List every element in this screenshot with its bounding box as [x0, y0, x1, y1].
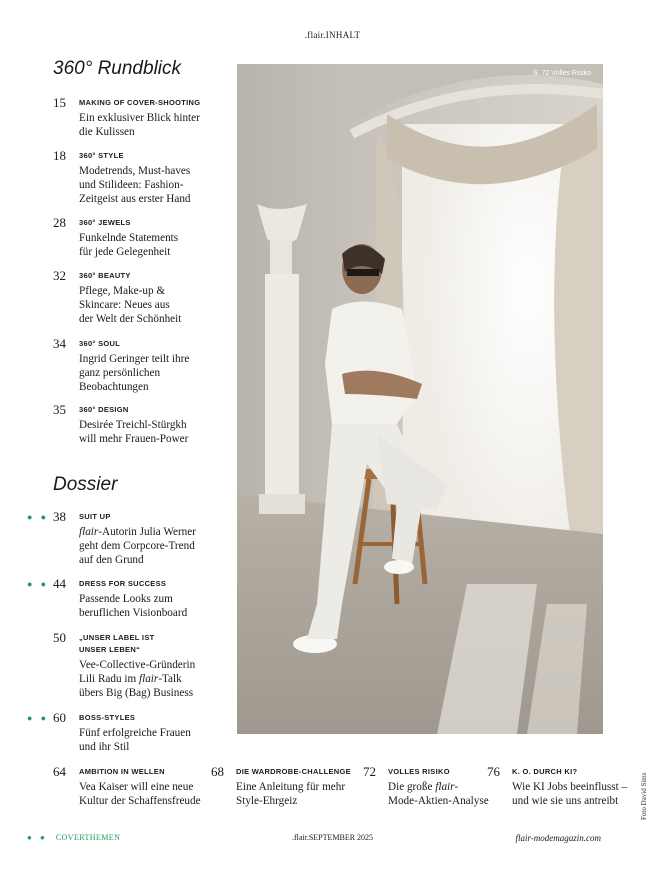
entry-category: AMBITION IN WELLEN — [79, 767, 165, 776]
entry-description: Fünf erfolgreiche Frauen und ihr Stil — [79, 727, 191, 753]
entry-category: BOSS-STYLES — [79, 713, 136, 722]
page-number: 35 — [53, 402, 66, 417]
cover-marker-dots: ● ● — [27, 512, 50, 522]
section-title-dossier: Dossier — [53, 474, 118, 495]
cover-marker-dots: ● ● — [27, 833, 48, 842]
entry-category: „UNSER LABEL IST UNSER LEBEN“ — [79, 633, 155, 654]
page-number: 60 — [53, 710, 66, 725]
entry-category: 360° STYLE — [79, 151, 124, 160]
entry-category: 360° BEAUTY — [79, 271, 131, 280]
entry-category: 360° JEWELS — [79, 218, 131, 227]
masthead: .flair.INHALT — [304, 30, 361, 40]
page-number: 68 — [211, 764, 224, 779]
cover-topics-label: COVERTHEMEN — [55, 833, 121, 842]
entry-category: DIE WARDROBE-CHALLENGE — [236, 767, 351, 776]
entry-category: MAKING OF COVER-SHOOTING — [79, 98, 201, 107]
cover-marker-dots: ● ● — [27, 579, 50, 589]
section-title-rundblick: 360° Rundblick — [53, 58, 182, 79]
entry-description: flair-Autorin Julia Werner geht dem Corpcore-Trend auf den Grund — [79, 526, 196, 566]
page-number: 50 — [53, 630, 66, 645]
photo-caption[interactable]: S. 72 Volles Risiko — [533, 70, 591, 77]
page-number: 18 — [53, 148, 66, 163]
entry-description: Desirée Treichl-Stürgkh will mehr Frauen-Power — [79, 419, 189, 445]
page-number: 76 — [487, 764, 500, 779]
entry-category: K. O. DURCH KI? — [512, 767, 578, 776]
cover-photo[interactable] — [237, 64, 603, 734]
page-number: 34 — [53, 336, 66, 351]
entry-category: DRESS FOR SUCCESS — [79, 579, 167, 588]
entry-description: Eine Anleitung für mehr Style-Ehrgeiz — [236, 781, 346, 807]
entry-description: Wie KI Jobs beeinflusst – und wie sie uns antreibt — [512, 781, 628, 807]
page-number: 15 — [53, 95, 66, 110]
entry-category: VOLLES RISIKO — [388, 767, 450, 776]
entry-description: Modetrends, Must-haves und Stilideen: Fashion- Zeitgeist aus erster Hand — [79, 165, 191, 205]
man-on-stool-photo — [237, 64, 603, 734]
page-number: 38 — [53, 509, 66, 524]
entry-description: Vee-Collective-Gründerin Lili Radu im flair-Talk übers Big (Bag) Business — [79, 659, 196, 699]
cover-marker-dots: ● ● — [27, 713, 50, 723]
entry-description: Passende Looks zum beruflichen Visionboard — [79, 593, 188, 619]
page-number: 72 — [363, 764, 376, 779]
entry-description: Pflege, Make-up & Skincare: Neues aus der Welt der Schönheit — [79, 285, 182, 325]
photo-credit-text: Foto David Sims — [640, 772, 648, 820]
entry-category: SUIT UP — [79, 512, 111, 521]
entry-category: 360° DESIGN — [79, 405, 129, 414]
entry-description: Vea Kaiser will eine neue Kultur der Schaffensfreude — [79, 781, 201, 807]
entry-description: Funkelnde Statements für jede Gelegenheit — [79, 232, 179, 258]
entry-description: Die große flair- Mode-Aktien-Analyse — [388, 781, 489, 807]
page-number: 28 — [53, 215, 66, 230]
website-link[interactable]: flair-modemagazin.com — [515, 833, 601, 843]
entry-description: Ingrid Geringer teilt ihre ganz persönlichen Beobachtungen — [79, 353, 190, 393]
issue-info: .flair.SEPTEMBER 2025 — [291, 833, 374, 842]
entry-description: Ein exklusiver Blick hinter die Kulissen — [79, 112, 200, 138]
page-number: 44 — [53, 576, 66, 591]
entry-category: 360° SOUL — [79, 339, 121, 348]
page-number: 64 — [53, 764, 66, 779]
page-number: 32 — [53, 268, 66, 283]
